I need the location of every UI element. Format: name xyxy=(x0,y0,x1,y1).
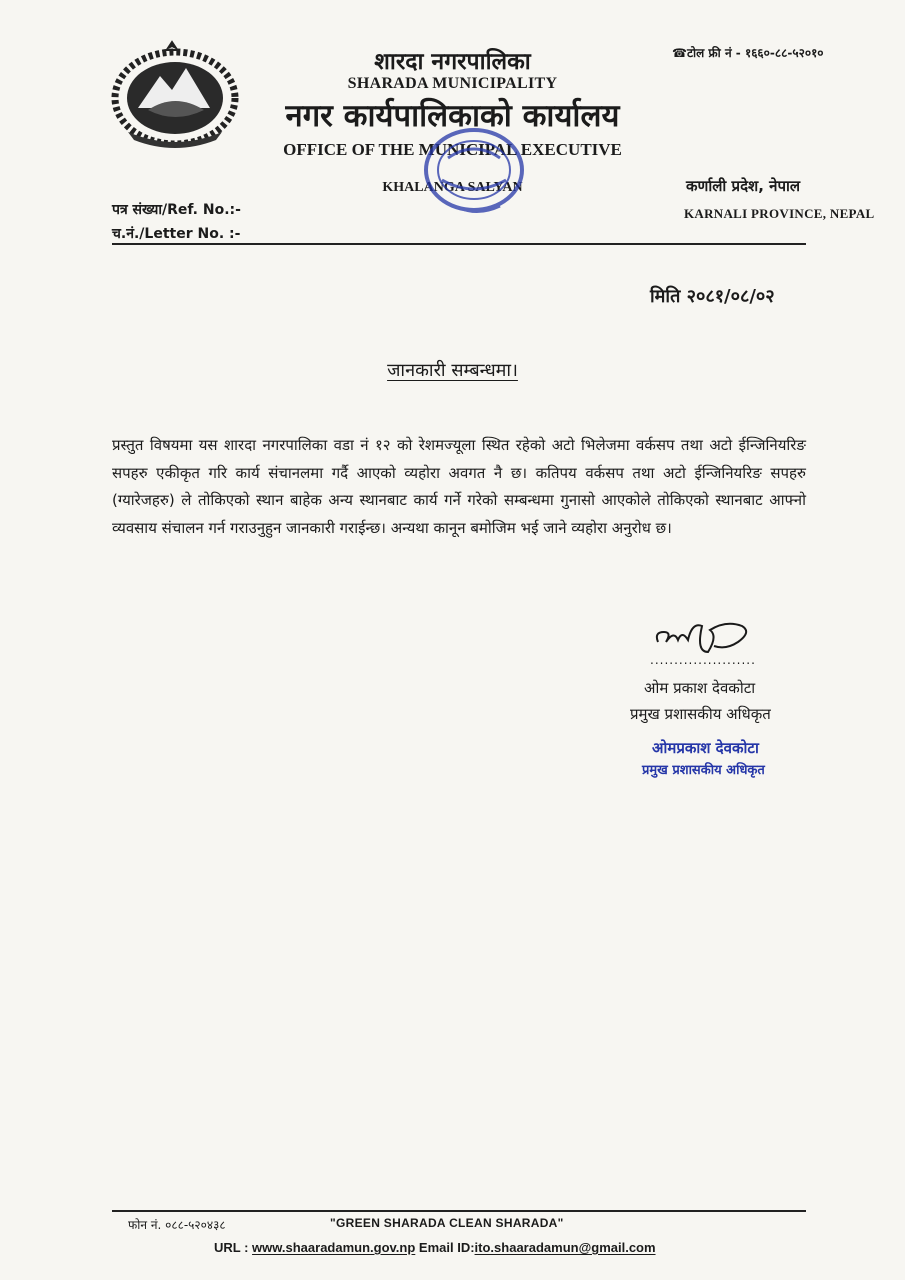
letter-subject: जानकारी सम्बन्धमा। xyxy=(387,360,518,381)
province-english: KARNALI PROVINCE, NEPAL xyxy=(684,206,875,221)
footer-phone: फोन नं. ०८८-५२०४३८ xyxy=(128,1218,226,1232)
letter-number-label: च.नं./Letter No. :- xyxy=(112,226,241,242)
website-link[interactable]: www.shaaradamun.gov.np xyxy=(252,1240,416,1255)
url-label: URL : xyxy=(214,1240,253,1255)
email-label: Email ID: xyxy=(415,1240,475,1255)
office-address: KHALANGA SALYAN xyxy=(382,180,523,195)
signer-name: ओम प्रकाश देवकोटा xyxy=(644,679,756,697)
municipality-name-nepali: शारदा नगरपालिका xyxy=(374,49,531,75)
municipality-name-english: SHARADA MUNICIPALITY xyxy=(347,75,558,92)
province-nepali: कर्णाली प्रदेश, नेपाल xyxy=(686,177,801,195)
letter-body: प्रस्तुत विषयमा यस शारदा नगरपालिका वडा नं १२ को रेशमज्यूला स्थित रहेको अटो भिलेजमा वर्कसप तथा अटो ईन्जिनियरिङ सपहरु एकीकृत गरि कार्य संचानलमा गर्दै आएको व्यहोरा अवगत नै छ। कतिपय वर्कसप तथा अटो ईन्जिनियरिङ सपहरु (ग्यारेजहरु) ले तोकिएको स्थान बाहेक अन्य स्थानबाट कार्य गर्ने गरेको सम्बन्धमा गुनासो आएकोले तोकिएको स्थानबाट आफ्नो व्यवसाय संचालन गर्न गराउनुहुन जानकारी गराईन्छ। अन्यथा कानून बमोजिम भई जाने व्यहोरा अनुरोध छ। xyxy=(112,436,806,537)
signer-title: प्रमुख प्रशासकीय अधिकृत xyxy=(630,705,771,723)
signature-line: ...................... xyxy=(650,653,756,667)
footer-slogan: "GREEN SHARADA CLEAN SHARADA" xyxy=(330,1216,564,1230)
office-name-english: OFFICE OF THE MUNICIPAL EXECUTIVE xyxy=(283,140,622,159)
ref-number-label: पत्र संख्या/Ref. No.:- xyxy=(112,202,241,218)
toll-free-number: ☎टोल फ्री नं - १६६०-८८-५२०१० xyxy=(672,46,824,60)
footer-divider xyxy=(112,1210,806,1212)
letter-date: मिति २०८१/०८/०२ xyxy=(650,286,775,307)
office-name-nepali: नगर कार्यपालिकाको कार्यालय xyxy=(285,98,620,134)
email-link[interactable]: ito.shaaradamun@gmail.com xyxy=(474,1240,656,1255)
seal-name: ओमप्रकाश देवकोटा xyxy=(652,739,759,757)
seal-title: प्रमुख प्रशासकीय अधिकृत xyxy=(642,763,765,778)
footer-contact xyxy=(214,1240,656,1255)
office-round-stamp-icon xyxy=(408,118,540,230)
header-divider xyxy=(112,243,806,245)
